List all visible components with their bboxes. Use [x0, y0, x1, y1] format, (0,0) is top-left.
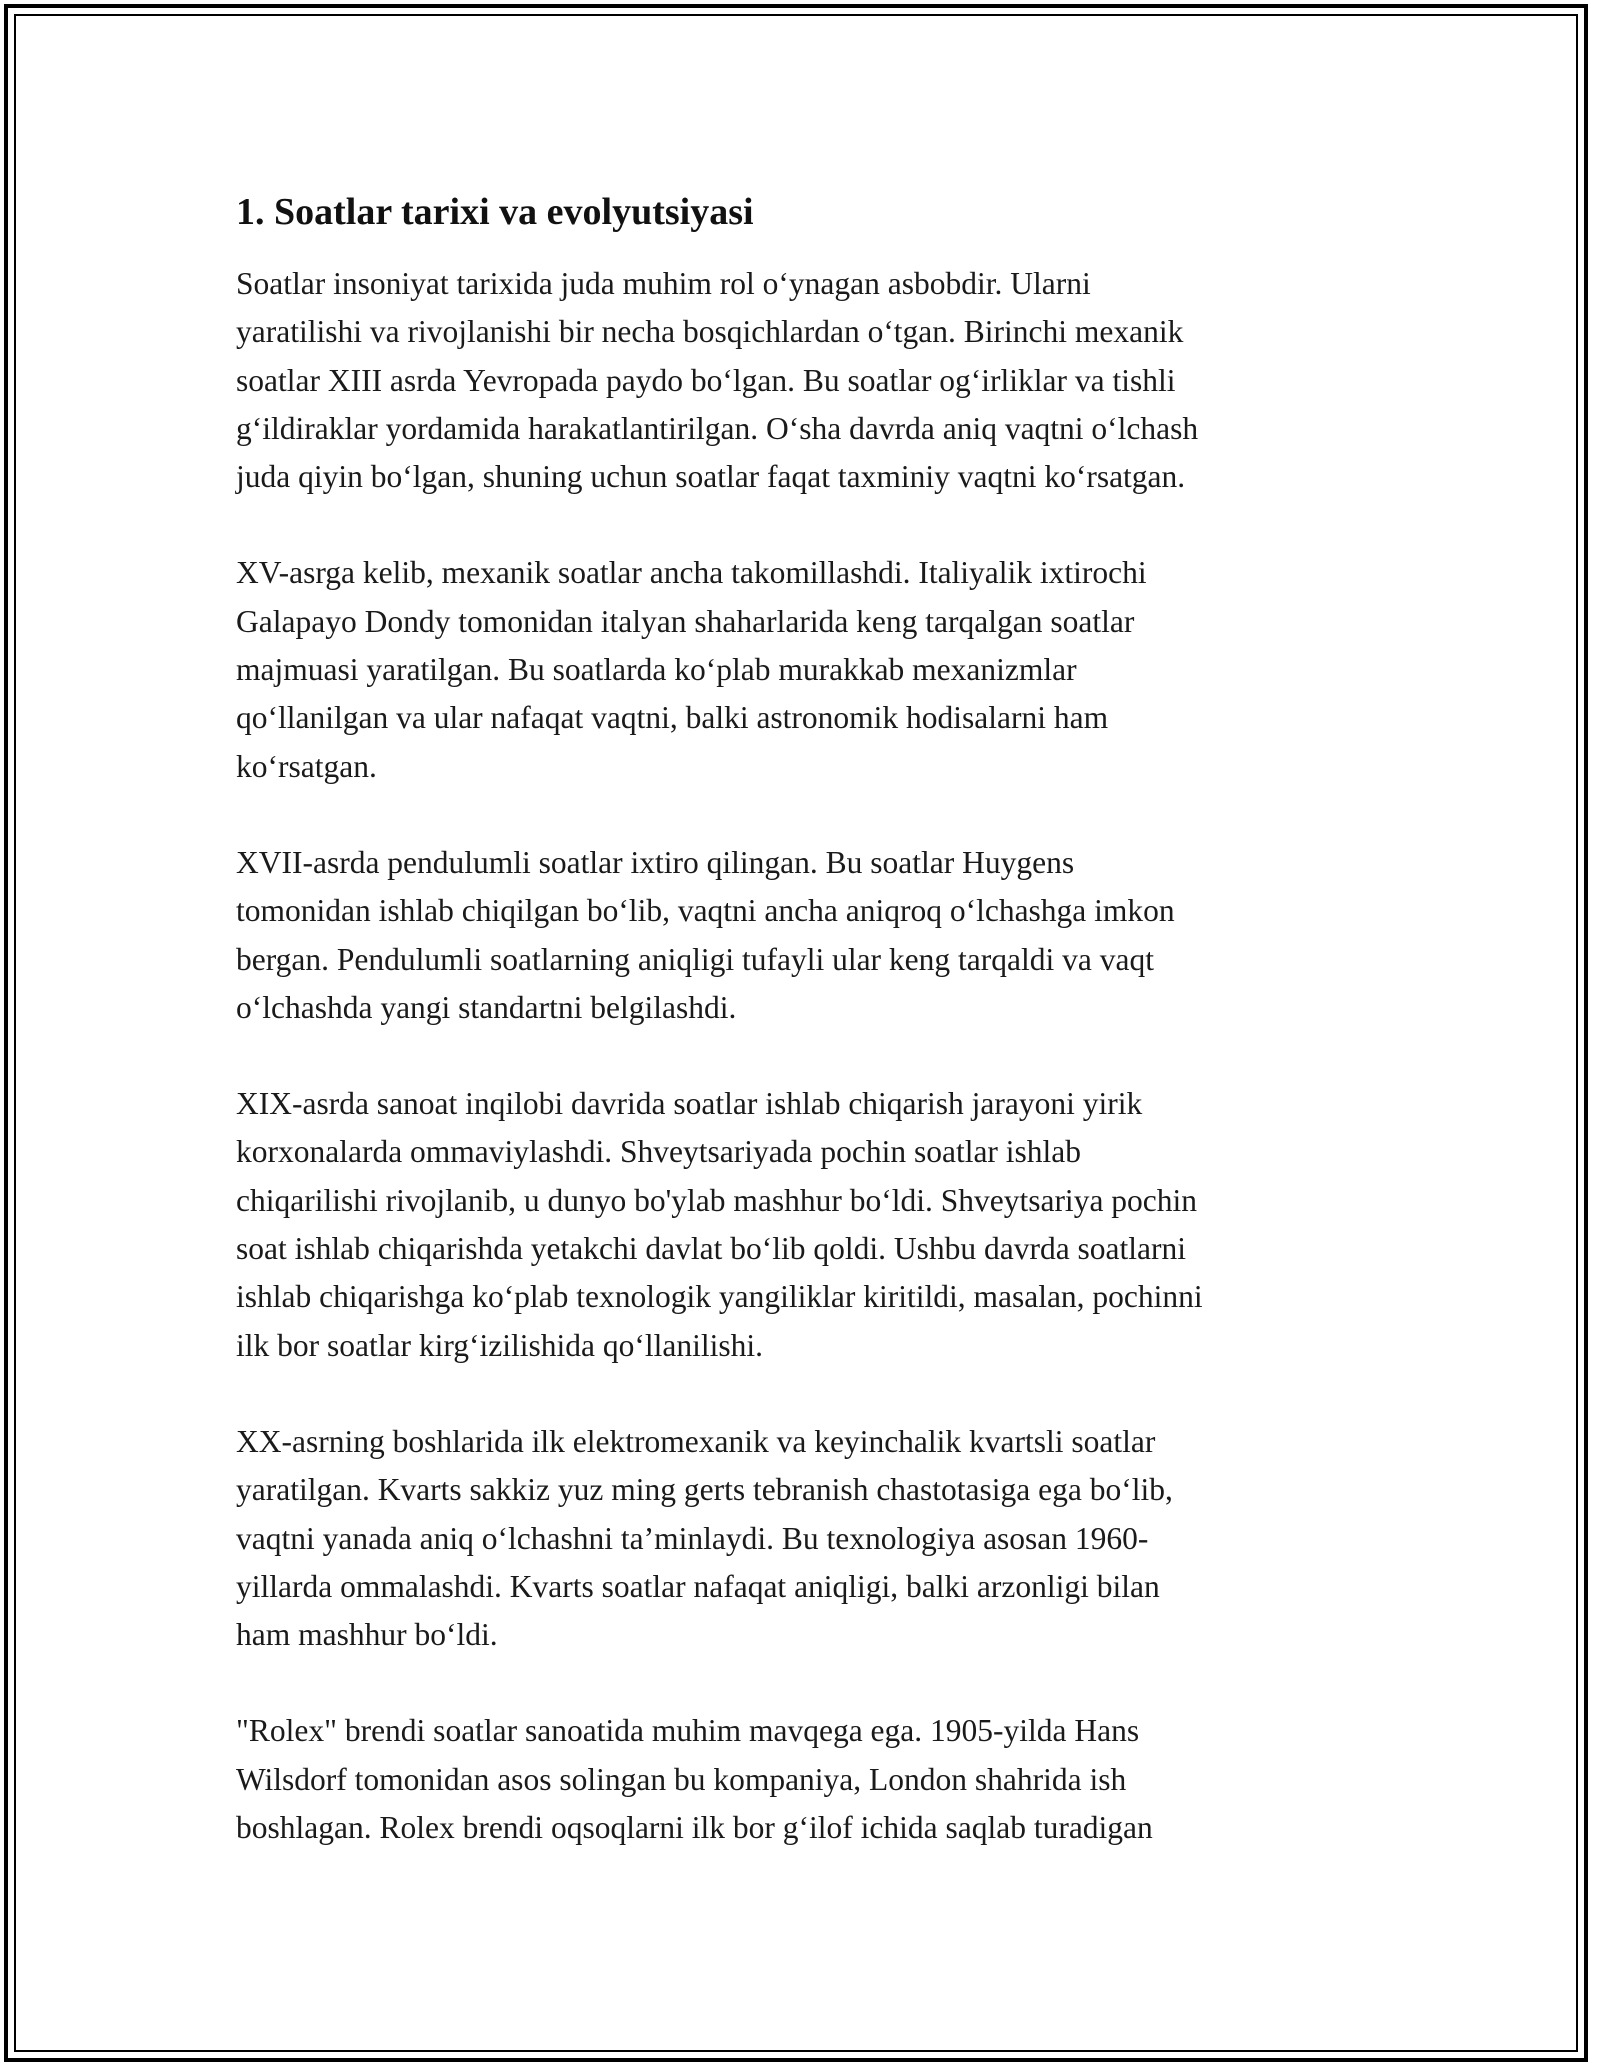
document-body	[236, 186, 1366, 1900]
text-line: ilk bor soatlar kirg‘izilishida qo‘llanilishi.	[236, 1327, 763, 1363]
text-line: yaratilgan. Kvarts sakkiz yuz ming gerts tebranish chastotasiga ega bo‘lib,	[236, 1472, 1173, 1508]
paragraph-5	[236, 1418, 1366, 1659]
text-line: XVII-asrda pendulumli soatlar ixtiro qilingan. Bu soatlar Huygens	[236, 844, 1075, 880]
paragraph-2	[236, 549, 1366, 790]
paragraph-1	[236, 260, 1366, 501]
text-line: korxonalarda ommaviylashdi. Shveytsariyada pochin soatlar ishlab	[236, 1134, 1082, 1170]
text-line: "Rolex" brendi soatlar sanoatida muhim mavqega ega. 1905-yilda Hans	[236, 1713, 1140, 1749]
paragraph-4	[236, 1080, 1366, 1370]
text-line: majmuasi yaratilgan. Bu soatlarda ko‘plab murakkab mexanizmlar	[236, 652, 1077, 688]
text-line: ishlab chiqarishga ko‘plab texnologik yangiliklar kiritildi, masalan, pochinni	[236, 1279, 1203, 1315]
text-line: o‘lchashda yangi standartni belgilashdi.	[236, 989, 737, 1025]
text-line: XX-asrning boshlarida ilk elektromexanik va keyinchalik kvartsli soatlar	[236, 1423, 1156, 1459]
text-line: Soatlar insoniyat tarixida juda muhim rol o‘ynagan asbobdir. Ularni	[236, 266, 1091, 301]
text-line: boshlagan. Rolex brendi oqsoqlarni ilk bor g‘ilof ichida saqlab turadigan	[236, 1810, 1153, 1846]
paragraph-6	[236, 1707, 1366, 1852]
text-line: qo‘llanilgan va ular nafaqat vaqtni, balki astronomik hodisalarni ham	[236, 700, 1109, 736]
text-line: soat ishlab chiqarishda yetakchi davlat bo‘lib qoldi. Ushbu davrda soatlarni	[236, 1231, 1187, 1267]
text-line: juda qiyin bo‘lgan, shuning uchun soatlar faqat taxminiy vaqtni ko‘rsatgan.	[236, 459, 1186, 495]
text-line: bergan. Pendulumli soatlarning aniqligi tufayli ular keng tarqaldi va vaqt	[236, 941, 1154, 977]
section-heading: 1. Soatlar tarixi va evolyutsiyasi	[236, 191, 754, 233]
text-line: yillarda ommalashdi. Kvarts soatlar nafaqat aniqligi, balki arzonligi bilan	[236, 1568, 1160, 1604]
paragraph-3	[236, 839, 1366, 1032]
text-line: XIX-asrda sanoat inqilobi davrida soatlar ishlab chiqarish jarayoni yirik	[236, 1086, 1143, 1122]
text-line: Galapayo Dondy tomonidan italyan shaharlarida keng tarqalgan soatlar	[236, 603, 1135, 639]
text-line: ham mashhur bo‘ldi.	[236, 1617, 498, 1653]
text-line: ko‘rsatgan.	[236, 748, 377, 784]
text-line: soatlar XIII asrda Yevropada paydo bo‘lgan. Bu soatlar og‘irliklar va tishli	[236, 362, 1176, 398]
text-line: chiqarilishi rivojlanib, u dunyo bo'ylab mashhur bo‘ldi. Shveytsariya pochin	[236, 1182, 1198, 1218]
text-line: g‘ildiraklar yordamida harakatlantirilgan. O‘sha davrda aniq vaqtni o‘lchash	[236, 410, 1199, 446]
text-line: vaqtni yanada aniq o‘lchashni ta’minlaydi. Bu texnologiya asosan 1960-	[236, 1520, 1149, 1556]
text-line: tomonidan ishlab chiqilgan bo‘lib, vaqtni ancha aniqroq o‘lchashga imkon	[236, 893, 1175, 929]
text-line: XV-asrga kelib, mexanik soatlar ancha takomillashdi. Italiyalik ixtirochi	[236, 555, 1147, 591]
text-line: Wilsdorf tomonidan asos solingan bu kompaniya, London shahrida ish	[236, 1761, 1127, 1797]
text-line: yaratilishi va rivojlanishi bir necha bosqichlardan o‘tgan. Birinchi mexanik	[236, 314, 1184, 350]
